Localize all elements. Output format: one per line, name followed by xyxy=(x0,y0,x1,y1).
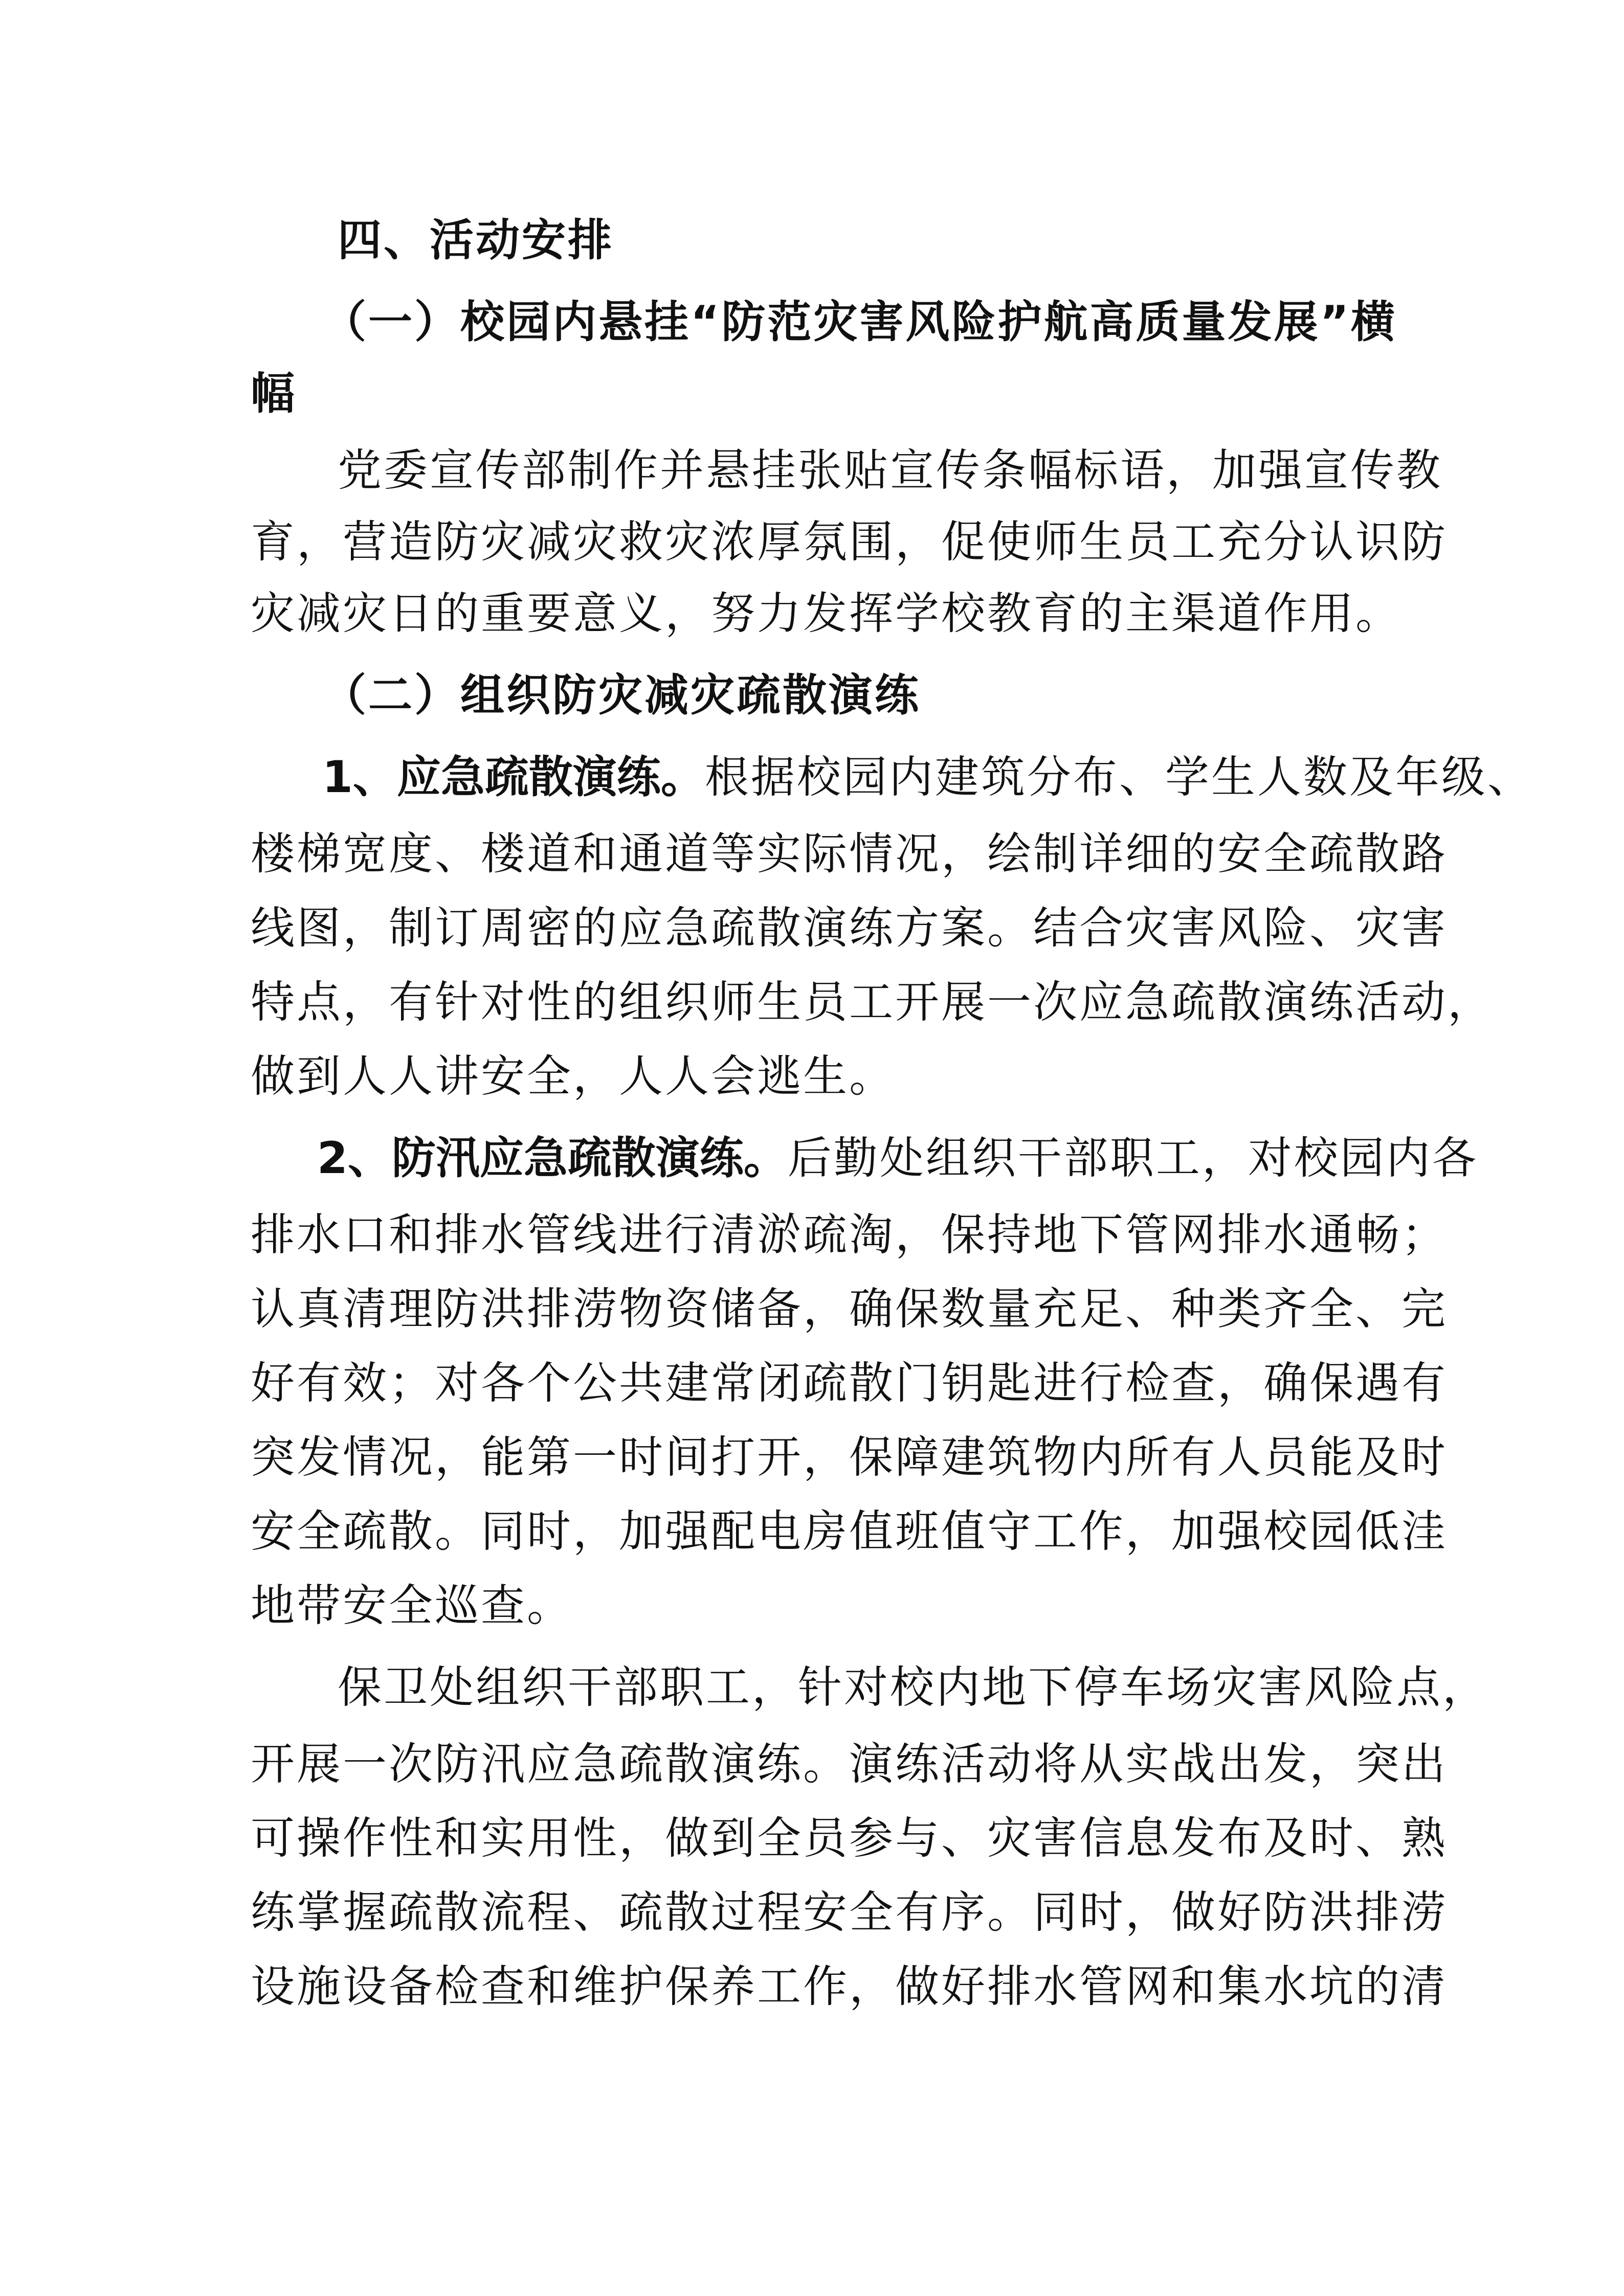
para3-line-3: 可操作性和实用性，做到全员参与、灾害信息发布及时、熟 xyxy=(251,1813,1448,1864)
sub2-label: 2、防汛应急疏散演练。 xyxy=(317,1133,788,1184)
sub1-line-4: 特点，有针对性的组织师生员工开展一次应急疏散演练活动， xyxy=(251,977,1494,1028)
para3-line-4: 练掌握疏散流程、疏散过程安全有序。同时，做好防洪排涝 xyxy=(251,1887,1448,1938)
sub2-first-line-rest: 后勤处组织干部职工，对校园内各 xyxy=(787,1133,1478,1184)
sub1-label: 1、应急疏散演练。 xyxy=(322,752,705,803)
sub2-line-2: 排水口和排水管线进行清淤疏淘，保持地下管网排水通畅； xyxy=(251,1209,1448,1260)
item1-para-line-1: 党委宣传部制作并悬挂张贴宣传条幅标语，加强宣传教 xyxy=(338,445,1442,496)
item1-para-line-2: 育，营造防灾减灾救灾浓厚氛围，促使师生员工充分认识防 xyxy=(251,516,1448,568)
sub2-line-7: 地带安全巡查。 xyxy=(251,1580,573,1631)
sub1-line-3: 线图，制订周密的应急疏散演练方案。结合灾害风险、灾害 xyxy=(251,903,1448,954)
item1-heading-line2: 幅 xyxy=(251,368,297,419)
section-heading: 四、活动安排 xyxy=(338,215,614,266)
sub2-line-5: 突发情况，能第一时间打开，保障建筑物内所有人员能及时 xyxy=(251,1432,1448,1483)
item1-para-line-3: 灾减灾日的重要意义，努力发挥学校教育的主渠道作用。 xyxy=(251,588,1401,639)
sub1-line-1 xyxy=(322,752,1533,803)
sub2-line-3: 认真清理防洪排涝物资储备，确保数量充足、种类齐全、完 xyxy=(251,1284,1448,1335)
sub2-line-1 xyxy=(317,1133,1478,1184)
item1-heading-line1: （一）校园内悬挂“防范灾害风险护航高质量发展”横 xyxy=(322,297,1397,348)
para3-line-2: 开展一次防汛应急疏散演练。演练活动将从实战出发，突出 xyxy=(251,1739,1448,1790)
item2-heading: （二）组织防灾减灾疏散演练 xyxy=(322,670,921,721)
sub2-line-4: 好有效；对各个公共建常闭疏散门钥匙进行检查，确保遇有 xyxy=(251,1358,1448,1409)
para3-line-5: 设施设备检查和维护保养工作，做好排水管网和集水坑的清 xyxy=(251,1961,1448,2012)
sub1-first-line-rest: 根据校园内建筑分布、学生人数及年级、 xyxy=(704,752,1533,803)
para3-line-1: 保卫处组织干部职工，针对校内地下停车场灾害风险点， xyxy=(338,1662,1488,1713)
sub2-line-6: 安全疏散。同时，加强配电房值班值守工作，加强校园低洼 xyxy=(251,1506,1448,1557)
sub1-line-5: 做到人人讲安全，人人会逃生。 xyxy=(251,1051,895,1102)
sub1-line-2: 楼梯宽度、楼道和通道等实际情况，绘制详细的安全疏散路 xyxy=(251,828,1448,880)
